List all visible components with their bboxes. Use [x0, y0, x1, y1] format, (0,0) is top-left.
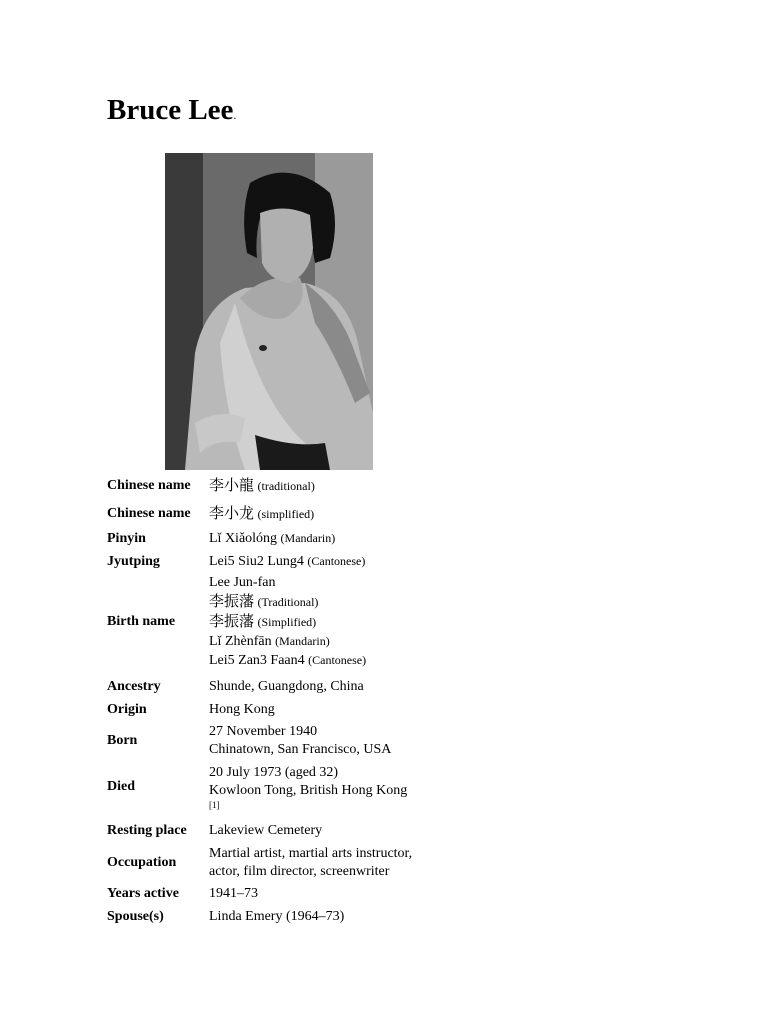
- infobox-row-ancestry: [107, 678, 507, 696]
- died-place: Kowloon Tong, British Hong Kong: [209, 783, 408, 798]
- bruce-lee-portrait-icon: [165, 153, 373, 470]
- language-note: (Mandarin): [280, 531, 336, 545]
- infobox-label: Jyutping: [107, 553, 160, 569]
- chinese-characters: 李小龍: [209, 476, 255, 494]
- jyutping-value: Lei5 Siu2 Lung4: [209, 554, 304, 569]
- footnote-reference-link[interactable]: [1]: [209, 800, 220, 810]
- infobox-label: Pinyin: [107, 530, 146, 546]
- language-note: (Cantonese): [308, 653, 367, 667]
- infobox-label: Died: [107, 779, 135, 794]
- spouse-value: Linda Emery (1964–73): [209, 909, 345, 924]
- infobox-value: [209, 504, 507, 524]
- infobox-label: Chinese name: [107, 478, 191, 493]
- birth-name-english: Lee Jun-fan: [209, 575, 276, 590]
- infobox-row-years-active: [107, 885, 507, 903]
- infobox-row-chinese-name-simplified: [107, 504, 507, 524]
- infobox-label: Occupation: [107, 855, 177, 870]
- infobox-row-resting-place: [107, 822, 507, 840]
- chinese-characters: 李振藩: [209, 592, 255, 610]
- script-note: (simplified): [257, 507, 315, 521]
- infobox-label: Resting place: [107, 823, 187, 838]
- birth-name-traditional: [209, 592, 507, 612]
- infobox-value: [209, 845, 507, 881]
- infobox-row-occupation: [107, 845, 507, 881]
- infobox-row-origin: [107, 701, 507, 719]
- birth-name-cantonese: [209, 651, 507, 670]
- origin-value: Hong Kong: [209, 702, 275, 717]
- page-title-text: Bruce Lee: [107, 94, 234, 126]
- infobox-label: Years active: [107, 886, 179, 901]
- cantonese-value: Lei5 Zan3 Faan4: [209, 653, 305, 668]
- mandarin-value: Lǐ Zhènfān: [209, 634, 272, 649]
- birth-name-mandarin: [209, 632, 507, 651]
- infobox-value: [209, 529, 507, 548]
- script-note: (traditional): [257, 479, 315, 493]
- infobox-row-jyutping: [107, 552, 507, 571]
- born-date: 27 November 1940: [209, 724, 318, 739]
- portrait-photo: [165, 153, 373, 470]
- infobox-label: Origin: [107, 702, 147, 717]
- page-title-suffix: .: [233, 108, 237, 122]
- infobox-value: [209, 476, 507, 496]
- infobox-row-spouse: [107, 908, 507, 926]
- infobox-label: Birth name: [107, 614, 176, 629]
- infobox-value: [209, 552, 507, 571]
- infobox-value: [209, 764, 507, 810]
- infobox-row-pinyin: [107, 529, 507, 548]
- infobox-value: [209, 574, 507, 670]
- language-note: (Cantonese): [307, 554, 366, 568]
- pinyin-value: Lǐ Xiǎolóng: [209, 531, 278, 546]
- script-note: (Traditional): [257, 595, 319, 609]
- infobox-label: Spouse(s): [107, 909, 164, 924]
- infobox-label: Chinese name: [107, 506, 191, 521]
- occupation-line-2: actor, film director, screenwriter: [209, 864, 390, 879]
- occupation-line-1: Martial artist, martial arts instructor,: [209, 846, 413, 861]
- infobox-row-chinese-name-traditional: [107, 476, 507, 496]
- infobox-row-born: [107, 723, 507, 759]
- language-note: (Mandarin): [275, 634, 330, 648]
- resting-place-value: Lakeview Cemetery: [209, 823, 323, 838]
- chinese-characters: 李振藩: [209, 612, 255, 630]
- died-date: 20 July 1973 (aged 32): [209, 765, 339, 780]
- infobox-row-died: [107, 764, 507, 810]
- born-place: Chinatown, San Francisco, USA: [209, 742, 392, 757]
- ancestry-value: Shunde, Guangdong, China: [209, 679, 364, 694]
- infobox-value: [209, 723, 507, 759]
- birth-name-simplified: [209, 612, 507, 632]
- infobox-row-birth-name: [107, 574, 507, 670]
- script-note: (Simplified): [257, 615, 317, 629]
- infobox-label: Born: [107, 733, 138, 748]
- page-title: [107, 92, 236, 133]
- years-active-value: 1941–73: [209, 886, 258, 901]
- infobox-label: Ancestry: [107, 679, 161, 694]
- chinese-characters: 李小龙: [209, 504, 255, 522]
